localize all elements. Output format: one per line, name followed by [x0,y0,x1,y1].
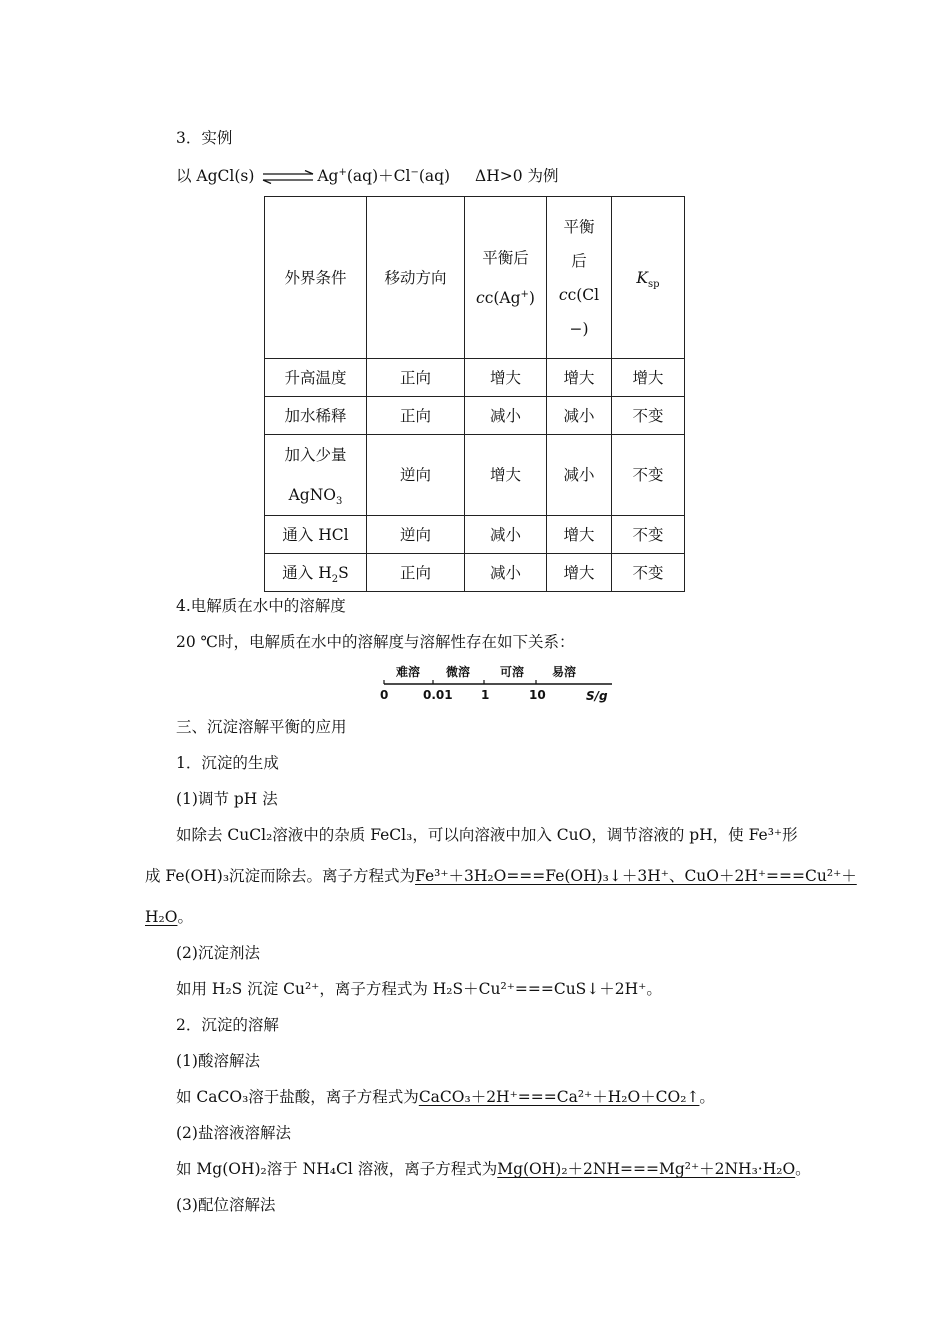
subsection-precipitation-formation: 1．沉淀的生成 [176,754,279,772]
table-cell: 加水稀释 [265,397,367,435]
header-cl-label-1: 平衡 [563,217,595,236]
paragraph-line [176,1087,715,1107]
scale-label: 微溶 [446,665,471,679]
cl-formula-close: −) [569,319,589,338]
table-cell: 不变 [612,516,685,554]
enthalpy-condition: ΔH>0 为例 [475,167,559,185]
cl-charge: − [410,166,419,178]
ionic-equation: H₂O [145,908,178,926]
method-precipitant: (2)沉淀剂法 [176,944,260,962]
table-cell: 不变 [612,397,685,435]
part-heading-applications: 三、沉淀溶解平衡的应用 [176,718,347,736]
table-cell: 增大 [465,435,547,516]
scale-axis-label: S/g [586,689,608,703]
paragraph-line [176,1159,811,1179]
header-cl-concentration [547,197,612,359]
table-cell: 增大 [547,516,612,554]
reversible-arrow-icon [259,170,317,184]
ionic-equation: CaCO₃＋2H⁺===Ca²⁺＋H₂O＋CO₂↑ [418,1088,700,1106]
header-cl-label-2: 后 [571,251,587,270]
table-cell: 逆向 [367,435,465,516]
text-run: 成 Fe(OH)₃沉淀而除去。离子方程式为 [145,867,416,885]
header-ag-formula: cc(Ag+) [476,288,535,307]
table-cell [265,435,367,516]
table-cell: 通入 HCl [265,516,367,554]
ksp-subscript: sp [648,278,660,290]
table-cell: 不变 [612,554,685,592]
h2s-subscript: 2 [331,573,339,585]
cl-ion: (aq)＋Cl [346,167,411,185]
method-ph-adjust: (1)调节 pH 法 [176,790,278,808]
table-cell: 正向 [367,359,465,397]
equation-rhs [317,167,450,185]
section-heading-example: 3．实例 [176,129,233,147]
header-cl-formula: cc(Cl [558,285,600,304]
scale-tick: 10 [529,688,546,702]
ag-charge: + [338,166,347,178]
table-cell: 正向 [367,397,465,435]
h2s-text: 通入 H [282,563,332,582]
table-row [265,435,685,516]
table-cell: 减小 [465,397,547,435]
paragraph-line: 如用 H₂S 沉淀 Cu²⁺，离子方程式为 H₂S＋Cu²⁺===CuS↓＋2H⁺。 [176,980,662,998]
table-cell: 逆向 [367,516,465,554]
table-cell: 增大 [547,359,612,397]
table-row [265,554,685,592]
scale-label: 难溶 [396,665,421,679]
section-heading-solubility: 4.电解质在水中的溶解度 [176,597,346,615]
table-cell: 增大 [612,359,685,397]
scale-label: 易溶 [552,665,577,679]
ag-ion: Ag [317,167,339,185]
scale-tick: 0 [380,688,389,702]
text-run: 如 Mg(OH)₂溶于 NH₄Cl 溶液，离子方程式为 [176,1160,498,1178]
method-coordination-dissolution: (3)配位溶解法 [176,1196,276,1214]
scale-tick: 0.01 [423,688,453,702]
header-ag-concentration [465,197,547,359]
text-run: 。 [177,908,193,926]
subsection-precipitation-dissolution: 2．沉淀的溶解 [176,1016,279,1034]
table-cell: 增大 [547,554,612,592]
scale-label: 可溶 [500,665,525,679]
solubility-scale [376,664,616,706]
table-cell: 减小 [547,397,612,435]
equilibrium-shift-table [264,196,685,592]
text-run: 。 [699,1088,715,1106]
ag-formula-charge: + [520,288,529,300]
paragraph-line: 如除去 CuCl₂溶液中的杂质 FeCl₃，可以向溶液中加入 CuO，调节溶液的 pH，使 Fe³⁺形 [176,826,798,844]
ag-formula-text: c(Ag [484,288,521,307]
header-ksp [612,197,685,359]
paragraph-line [145,907,193,927]
ksp-symbol: K [636,268,649,287]
header-condition: 外界条件 [265,197,367,359]
ag-formula-close: ) [528,288,535,307]
equation-lhs: 以 AgCl(s) [176,167,255,185]
text-run: 如 CaCO₃溶于盐酸，离子方程式为 [176,1088,419,1106]
cell-formula [265,475,366,515]
header-direction: 移动方向 [367,197,465,359]
h2s-tail: S [338,563,349,582]
solubility-description: 20 ℃时，电解质在水中的溶解度与溶解性存在如下关系： [176,633,575,651]
scale-tick: 1 [481,688,490,702]
cell-text-line: 加入少量 [284,446,347,464]
ionic-equation: Fe³⁺＋3H₂O===Fe(OH)₃↓＋3H⁺、CuO＋2H⁺===Cu²⁺＋ [415,867,857,885]
table-cell: 减小 [465,554,547,592]
table-header-row [265,197,685,359]
aq-state: (aq) [418,167,451,185]
paragraph-line [145,866,857,886]
table-cell: 升高温度 [265,359,367,397]
table-cell: 正向 [367,554,465,592]
agno3-subscript: 3 [336,496,343,508]
cl-formula-text: c(Cl [567,285,600,304]
table-cell: 减小 [547,435,612,516]
equilibrium-equation [176,166,559,186]
agno3-text: AgNO [288,486,336,504]
table-row [265,516,685,554]
method-acid-dissolution: (1)酸溶解法 [176,1052,260,1070]
table-cell [265,554,367,592]
text-run: 。 [795,1160,811,1178]
header-ag-label: 平衡后 [482,248,529,267]
table-cell: 不变 [612,435,685,516]
table-row [265,397,685,435]
method-salt-dissolution: (2)盐溶液溶解法 [176,1124,291,1142]
table-row [265,359,685,397]
ionic-equation: Mg(OH)₂＋2NH===Mg²⁺＋2NH₃·H₂O [497,1160,796,1178]
table-cell: 增大 [465,359,547,397]
table-cell: 减小 [465,516,547,554]
